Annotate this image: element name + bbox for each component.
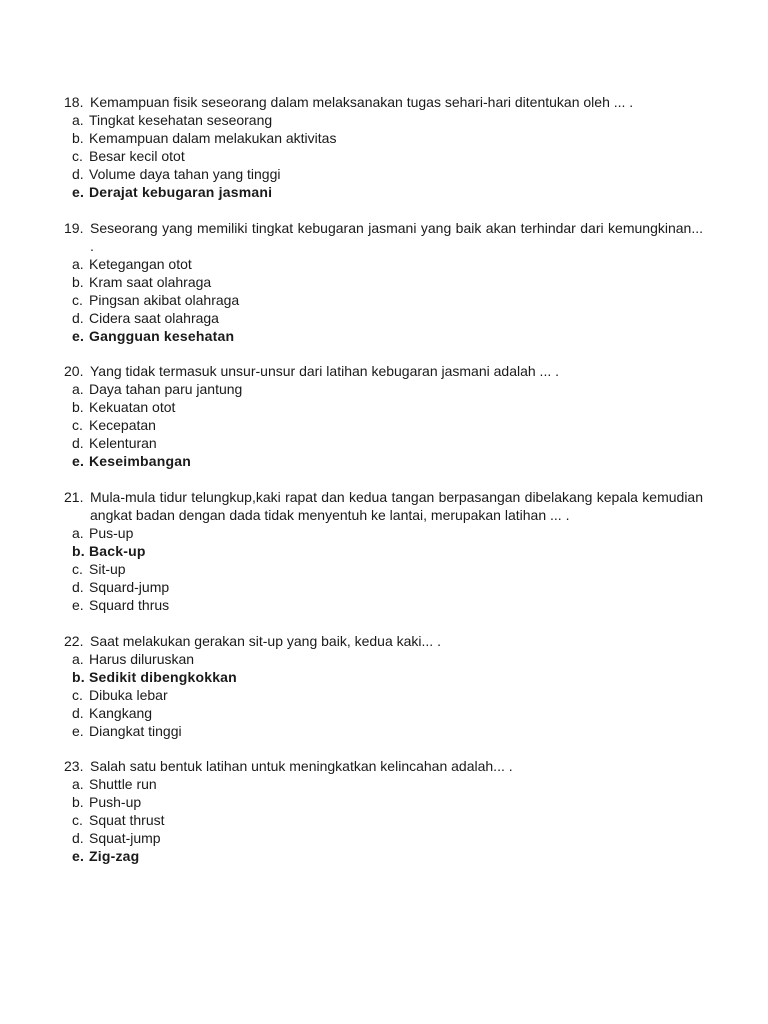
option-e	[72, 722, 768, 740]
question-number: 23.	[64, 758, 84, 775]
option-letter: a.	[72, 525, 84, 542]
option-letter: d.	[72, 309, 84, 326]
question-number: 19.	[64, 219, 84, 236]
option-letter: e.	[72, 184, 85, 200]
question-stem	[64, 488, 703, 524]
option-text: Kekuatan otot	[89, 399, 176, 416]
question-text: Kemampuan fisik seseorang dalam melaksanakan tugas sehari-hari ditentukan oleh ... .	[90, 94, 634, 110]
option-a	[72, 380, 768, 398]
option-letter: c.	[72, 291, 83, 308]
option-letter: e.	[72, 327, 85, 344]
question-text: Mula-mula tidur telungkup,kaki rapat dan kedua tangan berpasangan dibelakang kepala kemudian angkat badan dengan dada tidak menyentuh ke lantai, merupakan latihan ... .	[90, 489, 703, 524]
question-stem	[64, 362, 703, 380]
option-letter: a.	[72, 381, 84, 398]
option-a	[72, 255, 768, 273]
option-letter: b.	[72, 273, 84, 290]
option-c	[72, 811, 768, 829]
question-stem	[64, 632, 703, 650]
option-letter: a.	[72, 112, 84, 128]
question-text: Salah satu bentuk latihan untuk meningkatkan kelincahan adalah... .	[90, 758, 513, 775]
question-text: Seseorang yang memiliki tingkat kebugaran jasmani yang baik akan terhindar dari kemungkinan... .	[90, 219, 703, 254]
option-text: Keseimbangan	[89, 453, 191, 470]
option-e	[72, 183, 768, 201]
option-text: Pus-up	[89, 525, 134, 542]
option-c	[72, 291, 768, 309]
option-a	[72, 111, 768, 129]
question-stem	[64, 219, 703, 255]
option-letter: c.	[72, 417, 83, 434]
option-text: Dibuka lebar	[89, 686, 168, 703]
option-letter: b.	[72, 668, 85, 685]
option-c	[72, 147, 768, 165]
option-text: Zig-zag	[89, 848, 140, 865]
option-letter: d.	[72, 166, 84, 182]
option-text: Kelenturan	[89, 435, 157, 452]
option-text: Daya tahan paru jantung	[89, 381, 243, 398]
option-letter: b.	[72, 399, 84, 416]
option-text: Diangkat tinggi	[89, 722, 182, 739]
option-text: Pingsan akibat olahraga	[89, 291, 240, 308]
option-c	[72, 416, 768, 434]
question-23	[0, 757, 768, 865]
question-21	[0, 488, 768, 614]
question-20	[0, 362, 768, 470]
option-text: Besar kecil otot	[89, 148, 185, 164]
question-22	[0, 632, 768, 740]
option-text: Ketegangan otot	[89, 255, 192, 272]
option-text: Tingkat kesehatan seseorang	[89, 112, 273, 128]
option-letter: e.	[72, 722, 84, 739]
option-d	[72, 578, 768, 596]
option-e	[72, 596, 768, 614]
question-18	[0, 93, 768, 201]
option-text: Sit-up	[89, 561, 126, 578]
option-letter: d.	[72, 830, 84, 847]
option-c	[72, 560, 768, 578]
option-letter: c.	[72, 812, 83, 829]
option-text: Squat-jump	[89, 830, 161, 847]
option-letter: a.	[72, 255, 84, 272]
option-text: Squard-jump	[89, 579, 170, 596]
option-c	[72, 686, 768, 704]
option-text: Sedikit dibengkokkan	[89, 668, 237, 685]
option-letter: c.	[72, 686, 83, 703]
question-text: Saat melakukan gerakan sit-up yang baik, kedua kaki... .	[90, 632, 441, 649]
option-e	[72, 327, 768, 345]
option-letter: e.	[72, 597, 84, 614]
option-letter: b.	[72, 130, 84, 146]
option-letter: d.	[72, 704, 84, 721]
option-letter: a.	[72, 650, 84, 667]
option-b	[72, 793, 768, 811]
option-letter: a.	[72, 776, 84, 793]
question-stem	[64, 757, 703, 775]
option-a	[72, 650, 768, 668]
option-b	[72, 668, 768, 686]
option-b	[72, 273, 768, 291]
option-text: Gangguan kesehatan	[89, 327, 235, 344]
option-text: Kram saat olahraga	[89, 273, 212, 290]
option-letter: b.	[72, 543, 85, 560]
option-letter: d.	[72, 579, 84, 596]
option-b	[72, 398, 768, 416]
question-19	[0, 219, 768, 345]
question-number: 20.	[64, 363, 84, 380]
option-b	[72, 129, 768, 147]
option-a	[72, 775, 768, 793]
question-number: 21.	[64, 489, 84, 506]
question-stem	[64, 93, 703, 111]
option-letter: c.	[72, 561, 83, 578]
option-text: Kangkang	[89, 704, 153, 721]
option-text: Squard thrus	[89, 597, 170, 614]
option-text: Push-up	[89, 794, 142, 811]
option-d	[72, 165, 768, 183]
question-number: 22.	[64, 632, 84, 649]
option-text: Shuttle run	[89, 776, 157, 793]
question-text: Yang tidak termasuk unsur-unsur dari latihan kebugaran jasmani adalah ... .	[90, 363, 560, 380]
option-letter: d.	[72, 435, 84, 452]
option-text: Volume daya tahan yang tinggi	[89, 166, 281, 182]
document-page	[0, 93, 768, 883]
option-d	[72, 704, 768, 722]
option-letter: c.	[72, 148, 83, 164]
option-text: Cidera saat olahraga	[89, 309, 219, 326]
option-text: Squat thrust	[89, 812, 165, 829]
question-number: 18.	[64, 94, 84, 110]
option-letter: b.	[72, 794, 84, 811]
option-d	[72, 309, 768, 327]
option-text: Kemampuan dalam melakukan aktivitas	[89, 130, 337, 146]
option-text: Kecepatan	[89, 417, 156, 434]
option-letter: e.	[72, 453, 85, 470]
option-d	[72, 829, 768, 847]
option-a	[72, 524, 768, 542]
option-text: Harus diluruskan	[89, 650, 195, 667]
option-e	[72, 847, 768, 865]
option-text: Derajat kebugaran jasmani	[89, 184, 273, 200]
option-b	[72, 542, 768, 560]
option-text: Back-up	[89, 543, 146, 560]
option-letter: e.	[72, 848, 85, 865]
option-e	[72, 452, 768, 470]
option-d	[72, 434, 768, 452]
